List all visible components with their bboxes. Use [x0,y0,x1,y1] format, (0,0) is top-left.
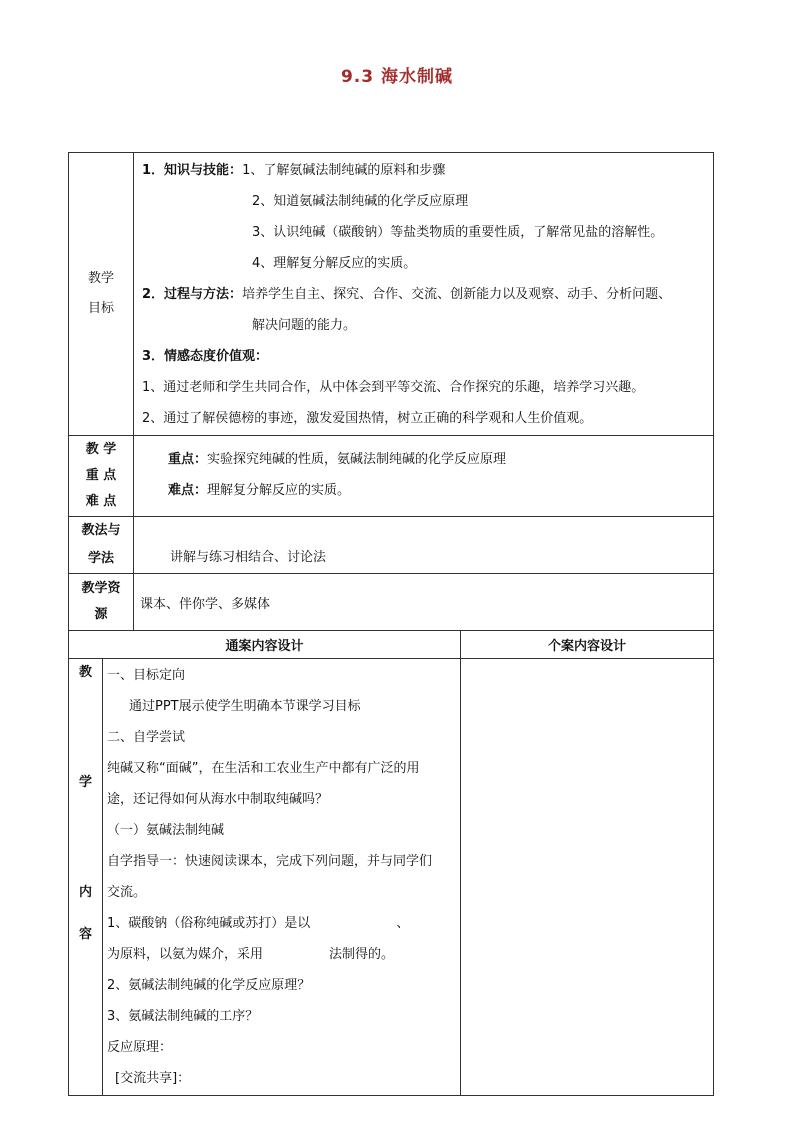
fill-question-1-part-b: 、 [396,916,410,931]
fill-question-1-part-a: 1、碳酸钠（俗称纯碱或苏打）是以 [107,916,311,931]
knowledge-item-4: 4、理解复分解反应的实质。 [252,256,417,271]
content-line-10 [107,939,460,970]
difficult-label: 难点： [168,483,208,498]
content-line-2: 通过PPT展示使学生明确本节课学习目标 [129,699,361,714]
knowledge-heading: 1．知识与技能： [142,163,243,178]
content-line-7: 自学指导一：快速阅读课本，完成下列问题，并与同学们 [107,854,433,869]
key-points-label [69,436,134,517]
lesson-plan-table [68,152,714,1096]
key-text: 实验探究纯碱的性质，氨碱法制纯碱的化学反应原理 [207,452,507,467]
side-char-3: 内 [78,885,92,900]
resources-row [69,574,714,631]
process-heading: 2．过程与方法： [142,287,243,302]
difficult-text: 理解复分解反应的实质。 [207,483,351,498]
methods-text: 讲解与练习相结合、讨论法 [170,550,327,565]
side-char-1: 教 [78,665,92,680]
content-line-1: 一、目标定向 [107,668,186,683]
knowledge-item-3: 3、认识纯碱（碳酸钠）等盐类物质的重要性质，了解常见盐的溶解性。 [252,225,664,240]
objectives-row [69,153,714,436]
objectives-label-line2: 目标 [88,301,115,316]
individual-design-header: 个案内容设计 [461,631,714,659]
emotion-item-1: 1、通过老师和学生共同合作，从中体会到平等交流、合作探究的乐趣，培养学习兴趣。 [142,380,645,395]
content-line-12: 3、氨碱法制纯碱的工序？ [107,1009,259,1024]
resources-label [69,574,134,631]
common-design-header: 通案内容设计 [69,631,461,659]
resources-label-line1: 教学资 [81,581,121,596]
design-header-row [69,631,714,659]
process-text-2: 解决问题的能力。 [252,318,357,333]
individual-design-content [461,659,714,1096]
key-points-label-line1: 教 学 [85,442,117,457]
objectives-label-line1: 教学 [88,271,115,286]
objectives-label [69,153,134,436]
key-points-row [69,436,714,517]
content-line-14: [交流共享]： [115,1071,191,1086]
emotion-heading: 3．情感态度价值观： [142,349,269,364]
key-label: 重点： [168,452,208,467]
resources-content [134,574,714,631]
key-points-label-line3: 难 点 [85,494,117,509]
side-char-4: 容 [78,927,92,942]
content-line-8: 交流。 [107,885,147,900]
resources-text: 课本、伴你学、多媒体 [140,596,271,612]
methods-label [69,517,134,574]
resources-label-line2: 源 [94,607,108,622]
content-line-6: （一）氨碱法制纯碱 [107,823,225,838]
content-line-3: 二、自学尝试 [107,730,186,745]
content-line-11: 2、氨碱法制纯碱的化学反应原理？ [107,978,311,993]
side-char-2: 学 [78,775,92,790]
common-design-content [103,659,461,1096]
knowledge-item-1: 1、了解氨碱法制纯碱的原料和步骤 [242,163,446,178]
content-side-label [69,659,103,1096]
knowledge-item-2: 2、知道氨碱法制纯碱的化学反应原理 [252,194,469,209]
content-line-5: 途，还记得如何从海水中制取纯碱吗？ [107,792,329,807]
process-text-1: 培养学生自主、探究、合作、交流、创新能力以及观察、动手、分析问题、 [242,287,672,302]
content-row [69,659,714,1096]
methods-label-line1: 教法与 [81,523,121,538]
key-points-label-line2: 重 点 [85,468,117,483]
methods-label-line2: 学法 [88,551,115,566]
key-points-content [134,436,714,517]
document-title: 9.3 海水制碱 [340,67,454,87]
emotion-item-2: 2、通过了解侯德榜的事迹，激发爱国热情，树立正确的科学观和人生价值观。 [142,411,593,426]
fill-question-1-part-c: 为原料，以氨为媒介，采用 [107,947,264,962]
objectives-content [134,153,714,436]
content-line-4: 纯碱又称“面碱”，在生活和工农业生产中都有广泛的用 [107,761,420,776]
methods-content [134,517,714,574]
content-line-13: 反应原理： [107,1040,173,1055]
methods-row [69,517,714,574]
fill-question-1-part-d: 法制得的。 [329,947,395,962]
content-line-9 [107,908,460,939]
